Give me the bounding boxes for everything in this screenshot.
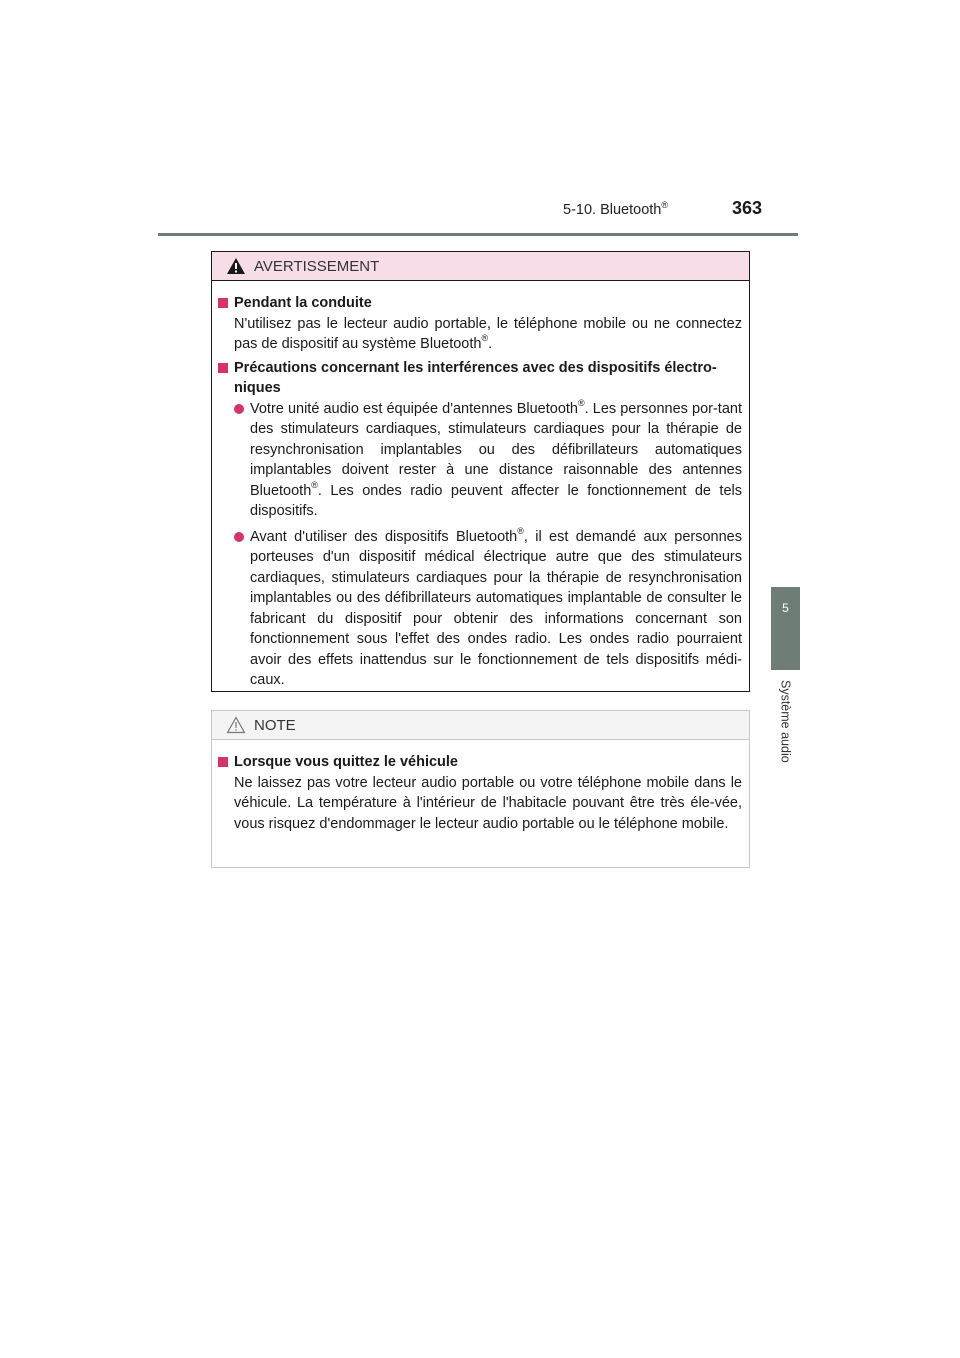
page-number: 363 (731, 198, 762, 218)
warning-label: AVERTISSEMENT (254, 257, 380, 275)
note-box (211, 710, 750, 868)
section-title: 5-10. Bluetooth® (563, 200, 668, 218)
circle-bullet-icon (234, 404, 244, 414)
warning-header (212, 252, 749, 281)
caution-triangle-icon (226, 716, 246, 734)
warning-box (211, 251, 750, 692)
registered-mark: ® (661, 200, 668, 210)
chapter-label: Système audio (778, 680, 793, 763)
warning-section-heading: Précautions concernant les interférences avec des dispositifs électro-niques (218, 358, 742, 399)
square-bullet-icon (218, 363, 228, 373)
note-label: NOTE (254, 716, 296, 734)
circle-bullet-icon (234, 532, 244, 542)
square-bullet-icon (218, 298, 228, 308)
note-paragraph: Ne laissez pas votre lecteur audio portable ou votre téléphone mobile dans le véhicule. La température à l'intérieur de l'habitacle pouvant être très éle-vée, vous risquez d'endommager le lecteur audio portable ou le téléphone mobile. (234, 774, 742, 832)
note-header (212, 711, 749, 740)
warning-section-heading: Pendant la conduite (218, 293, 742, 314)
list-item: Avant d'utiliser des dispositifs Bluetooth®, il est demandé aux personnes porteuses d'un dispositif médical électrique autre que des stimulateurs cardiaques, stimulateurs cardiaques pour la thérapie de resynchronisation implantables ou des défibrillateurs automatiques implantable de consulter le fabricant du dispositif pour obtenir des informations concernant son fonctionnement sous l'effet des ondes radio. Les ondes radio pourraient avoir des effets inattendus sur le fonctionnement de tels dispositifs médi-caux. (218, 527, 742, 691)
square-bullet-icon (218, 757, 228, 767)
chapter-tab: 5 (771, 587, 800, 670)
list-item: Votre unité audio est équipée d'antennes Bluetooth®. Les personnes por-tant des stimulateurs cardiaques, stimulateurs cardiaques pour la thérapie de resynchronisation implantables ou des défibrillateurs automatiques implantables doivent rester à une distance raisonnable des antennes Bluetooth®. Les ondes radio peuvent affecter le fonctionnement de tels dispositifs. (218, 399, 742, 522)
header-rule (158, 233, 798, 236)
warning-paragraph: N'utilisez pas le lecteur audio portable, le téléphone mobile ou ne connectez pas de dispositif au système Bluetooth®. (234, 315, 742, 352)
note-section-heading: Lorsque vous quittez le véhicule (218, 752, 742, 773)
warning-triangle-icon (226, 257, 246, 275)
